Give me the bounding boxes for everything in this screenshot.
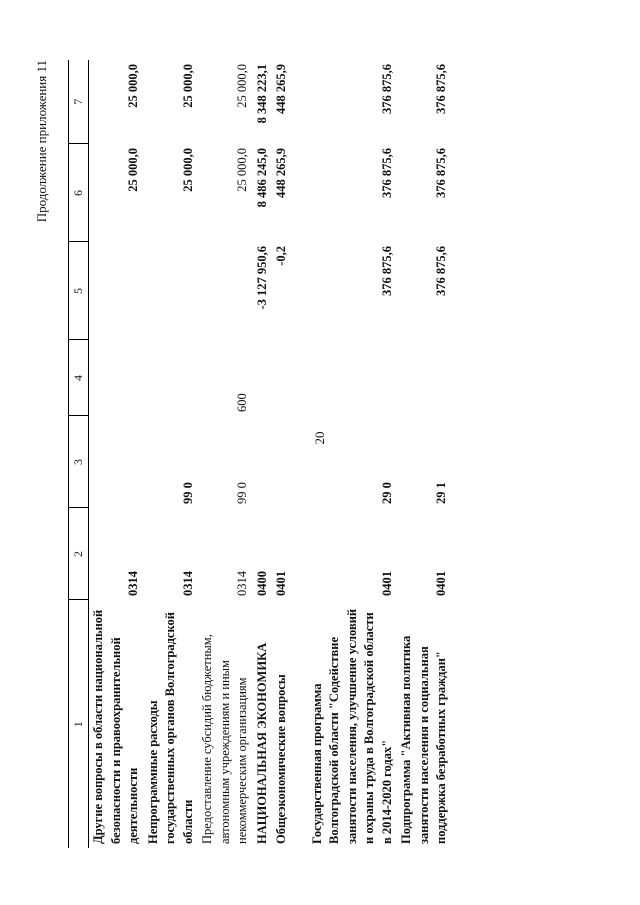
cell-col-6: 376 875,6: [434, 148, 448, 198]
column-header: 4: [69, 340, 89, 416]
cell-col-3: 99 0: [180, 482, 195, 504]
cell-col-7: 376 875,6: [379, 64, 394, 114]
cell-col-4: [144, 340, 199, 416]
cell-col-2: 0401: [274, 571, 288, 596]
row-name: Государственная программа Волгоградской области "Содействие занятости населения, улучшение условий и охраны труда в Волгоградской области в 2014-2020 годах": [309, 608, 394, 844]
row-name: Непрограммные расходы государственных органов Волгоградской области: [145, 612, 195, 844]
cell-col-7: 25 000,0: [126, 64, 140, 108]
cell-col-4: [308, 340, 398, 416]
cell-col-5: [144, 242, 199, 340]
cell-col-2: 0314: [126, 571, 140, 596]
cell-col-4: 600: [235, 393, 249, 412]
cell-col-7: 25 000,0: [180, 64, 195, 108]
cell-col-5: 376 875,6: [434, 246, 448, 296]
cell-col-5: [89, 242, 144, 340]
cell-col-3: 29 0: [379, 482, 394, 504]
spacer-row: [292, 60, 308, 848]
cell-col-6: 8 486 245,0: [254, 148, 269, 208]
cell-col-5: -3 127 950,6: [254, 246, 269, 310]
table-body: [89, 60, 452, 848]
cell-col-2: 0400: [254, 571, 269, 596]
column-header: 1: [69, 600, 89, 848]
row-name: Общеэкономические вопросы: [274, 674, 288, 844]
column-header: 3: [69, 416, 89, 508]
table-row: [89, 60, 144, 848]
cell-col-3: [272, 416, 292, 508]
cell-col-4: [397, 340, 452, 416]
budget-table: [68, 60, 452, 848]
cell-col-7: 376 875,6: [434, 64, 448, 114]
cell-col-5: [198, 242, 253, 340]
cell-col-2: 0401: [379, 571, 394, 596]
cell-col-3: 99 0: [235, 482, 249, 504]
page-number: 20: [312, 431, 327, 445]
table-row: [198, 60, 253, 848]
column-header: 5: [69, 242, 89, 340]
cell-col-7: 8 348 223,1: [254, 64, 269, 124]
cell-col-6: 376 875,6: [379, 148, 394, 198]
row-name: НАЦИОНАЛЬНАЯ ЭКОНОМИКА: [254, 642, 269, 844]
column-header: 7: [69, 60, 89, 144]
cell-col-5: 376 875,6: [379, 246, 394, 296]
cell-col-6: 25 000,0: [126, 148, 140, 192]
table-row: [253, 60, 273, 848]
cell-col-4: [89, 340, 144, 416]
cell-col-5: -0,2: [274, 246, 288, 266]
row-name: Другие вопросы в области национальной безопасности и правоохранительной деятельности: [91, 609, 140, 844]
column-header: 6: [69, 144, 89, 242]
rotated-sheet: [34, 60, 528, 848]
cell-col-2: 0314: [180, 571, 195, 596]
table-row: [397, 60, 452, 848]
cell-col-7: 25 000,0: [235, 64, 249, 108]
cell-col-4: [272, 340, 292, 416]
cell-col-2: 0314: [235, 571, 249, 596]
row-name: Предоставление субсидий бюджетным, автономным учреждениям и иным некоммерческим организациям: [200, 634, 249, 844]
cell-col-6: 448 265,9: [274, 148, 288, 198]
cell-col-6: 25 000,0: [180, 148, 195, 192]
cell-col-7: 448 265,9: [274, 64, 288, 114]
column-header: 2: [69, 508, 89, 600]
appendix-caption: Продолжение приложения 11: [34, 60, 49, 223]
header-row: [69, 60, 89, 848]
cell-col-4: [253, 340, 273, 416]
table-row: [144, 60, 199, 848]
cell-col-2: 0401: [434, 571, 448, 596]
row-name: Подпрограмма "Активная политика занятости населения и социальная поддержка безработных граждан": [399, 635, 448, 844]
cell-col-3: 29 1: [434, 482, 448, 504]
table-row: [308, 60, 398, 848]
cell-col-3: [89, 416, 144, 508]
cell-col-6: 25 000,0: [235, 148, 249, 192]
table-row: [272, 60, 292, 848]
cell-col-3: [253, 416, 273, 508]
